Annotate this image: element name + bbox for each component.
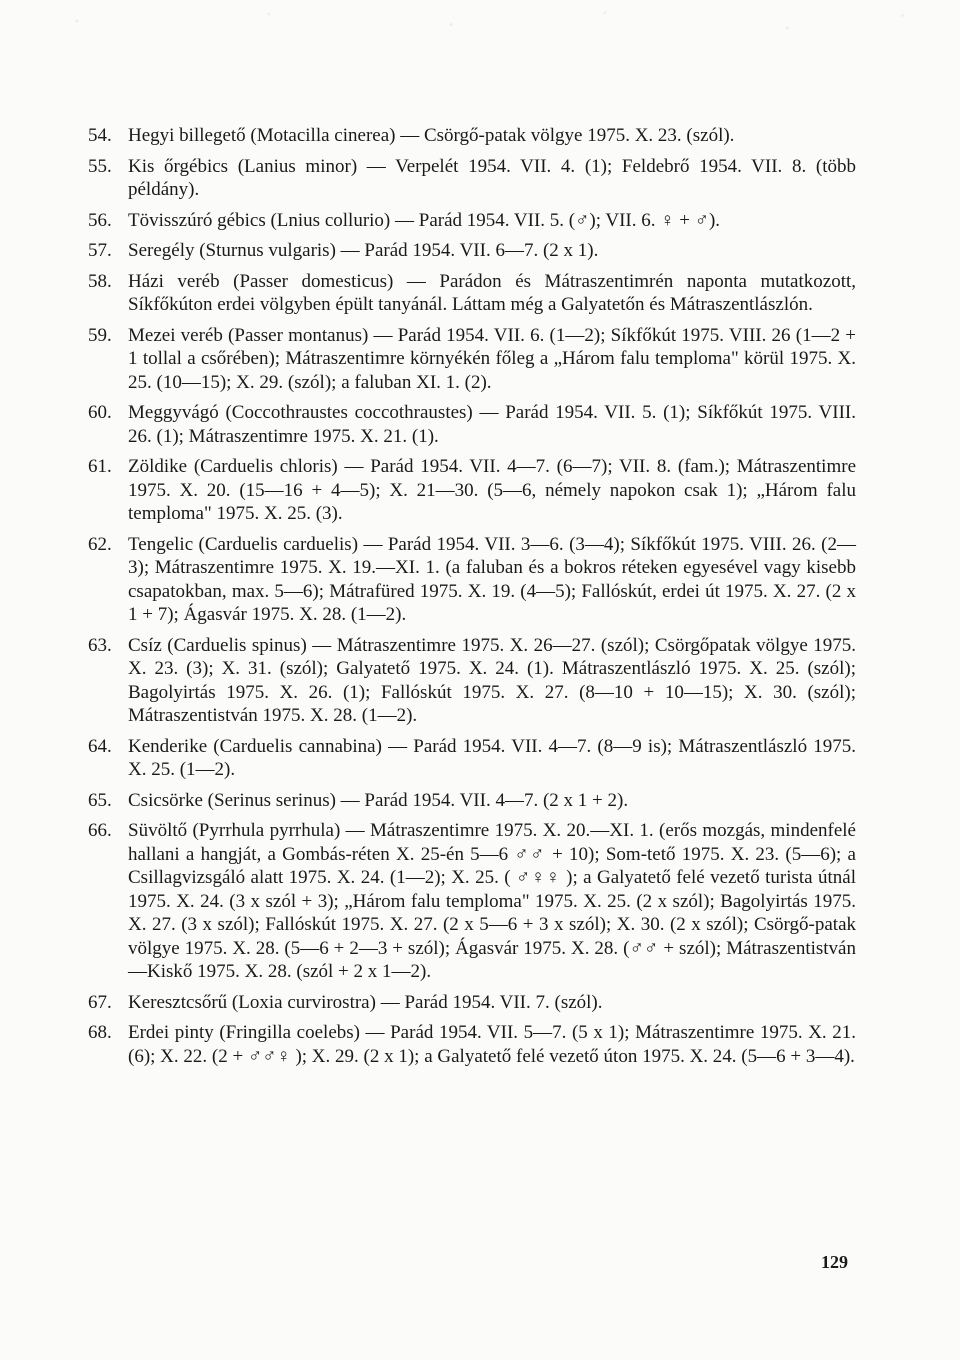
- list-item: [88, 239, 856, 263]
- entry-number: 58.: [88, 270, 112, 292]
- scan-noise: [0, 0, 960, 70]
- entry-number: 64.: [88, 735, 112, 757]
- entry-text: Csíz (Carduelis spinus) — Mátraszentimre 1975. X. 26—27. (szól); Csörgőpatak völgye 1975. X. 23. (3); X. 31. (szól); Galyatető 1975. X. 24. (1). Mátraszentlászló 1975. X. 25. (szól); Bagolyirtás 1975. X. 26. (1); Fallóskút 1975. X. 27. (8—10 + 10—15); X. 30. (szól); Mátraszentistván 1975. X. 28. (1—2).: [128, 634, 856, 726]
- entry-text: Meggyvágó (Coccothraustes coccothraustes) — Parád 1954. VII. 5. (1); Síkfőkút 1975. VIII. 26. (1); Mátraszentimre 1975. X. 21. (1).: [128, 402, 856, 447]
- list-item: [88, 455, 856, 526]
- entry-number: 66.: [88, 820, 112, 841]
- entry-text: Kenderike (Carduelis cannabina) — Parád 1954. VII. 4—7. (8—9 is); Mátraszentlászló 1975. X. 25. (1—2).: [128, 735, 856, 780]
- list-item: [88, 155, 856, 202]
- list-item: [88, 735, 856, 782]
- entry-number: 56.: [88, 209, 112, 231]
- entry-text: Csicsörke (Serinus serinus) — Parád 1954. VII. 4—7. (2 x 1 + 2).: [128, 789, 629, 811]
- entry-text: Seregély (Sturnus vulgaris) — Parád 1954. VII. 6—7. (2 x 1).: [128, 240, 599, 261]
- list-item: [88, 991, 856, 1015]
- entry-number: 61.: [88, 456, 112, 477]
- entry-number: 55.: [88, 155, 112, 177]
- entry-text: Tövisszúró gébics (Lnius collurio) — Parád 1954. VII. 5. (♂); VII. 6. ♀ + ♂).: [128, 209, 721, 231]
- entry-text: Kis őrgébics (Lanius minor) — Verpelét 1954. VII. 4. (1); Feldebrő 1954. VII. 8. (több példány).: [128, 155, 856, 200]
- list-item: [88, 819, 856, 984]
- entry-text: Mezei veréb (Passer montanus) — Parád 1954. VII. 6. (1—2); Síkfőkút 1975. VIII. 26 (1—2 + 1 tollal a csőrében); Mátraszentimre környékén főleg a „Három falu temploma" körül 1975. X. 25. (10—15); X. 29. (szól); a faluban XI. 1. (2).: [128, 324, 856, 393]
- entry-text: Házi veréb (Passer domesticus) — Parádon és Mátraszentimrén naponta mutatkozott, Síkfőkúton erdei völgyben épült tanyánál. Láttam még a Galyatetőn és Mátraszentlászlón.: [128, 270, 856, 315]
- entry-number: 54.: [88, 125, 112, 146]
- list-item: [88, 533, 856, 627]
- entry-text: Zöldike (Carduelis chloris) — Parád 1954. VII. 4—7. (6—7); VII. 8. (fam.); Mátraszentimre 1975. X. 20. (15—16 + 4—5); X. 21—30. (5—6, némely napokon csak 1); „Három falu temploma" 1975. X. 25. (3).: [128, 456, 856, 524]
- entry-text: Erdei pinty (Fringilla coelebs) — Parád 1954. VII. 5—7. (5 x 1); Mátraszentimre 1975. X. 21. (6); X. 22. (2 + ♂♂♀ ); X. 29. (2 x 1); a Galyatető felé vezető úton 1975. X. 24. (5—6 + 3—4).: [128, 1022, 856, 1067]
- entry-number: 59.: [88, 324, 112, 346]
- list-item: [88, 634, 856, 728]
- entry-number: 57.: [88, 240, 112, 261]
- page-number: 129: [821, 1252, 848, 1272]
- entry-text: Süvöltő (Pyrrhula pyrrhula) — Mátraszentimre 1975. X. 20.—XI. 1. (erős mozgás, mindenfelé hallani a hangját, a Gombás-réten X. 25-én 5—6 ♂♂ + 10); Som-tető 1975. X. 23. (5—6); a Csillagvizsgáló alatt 1975. X. 24. (1—2); X. 25. ( ♂♀♀ ); a Galyatető felé vezető turista útnál 1975. X. 24. (3 x szól + 3); „Három falu temploma" 1975. X. 25. (2 x szól); Bagolyirtás 1975. X. 27. (3 x szól); Fallóskút 1975. X. 27. (2 x 5—6 + 3 x szól); X. 30. (2 x szól); Csörgő-patak völgye 1975. X. 28. (5—6 + 2—3 + szól); Ágasvár 1975. X. 28. (♂♂ + szól); Mátraszentistván—Kiskő 1975. X. 28. (szól + 2 x 1—2).: [128, 820, 856, 982]
- entry-text: Hegyi billegető (Motacilla cinerea) — Csörgő-patak völgye 1975. X. 23. (szól).: [128, 125, 735, 146]
- entry-number: 67.: [88, 991, 112, 1013]
- entry-number: 60.: [88, 402, 112, 423]
- list-item: [88, 270, 856, 317]
- entry-number: 62.: [88, 533, 112, 555]
- entry-number: 63.: [88, 634, 112, 656]
- entry-text: Tengelic (Carduelis carduelis) — Parád 1954. VII. 3—6. (3—4); Síkfőkút 1975. VIII. 26. (2—3); Mátraszentimre 1975. X. 19.—XI. 1. (a faluban és a bokros réteken egyesével vagy kisebb csapatokban, max. 5—6); Mátrafüred 1975. X. 19. (4—5); Fallóskút, erdei út 1975. X. 27. (2 x 1 + 7); Ágasvár 1975. X. 28. (1—2).: [128, 533, 856, 625]
- list-item: [88, 324, 856, 395]
- list-item: [88, 124, 856, 148]
- list-item: [88, 401, 856, 448]
- entry-text: Keresztcsőrű (Loxia curvirostra) — Parád 1954. VII. 7. (szól).: [128, 991, 603, 1013]
- list-item: [88, 209, 856, 233]
- list-item: [88, 789, 856, 813]
- species-list: [88, 124, 856, 1075]
- list-item: [88, 1021, 856, 1068]
- entry-number: 65.: [88, 789, 112, 811]
- entry-number: 68.: [88, 1022, 112, 1043]
